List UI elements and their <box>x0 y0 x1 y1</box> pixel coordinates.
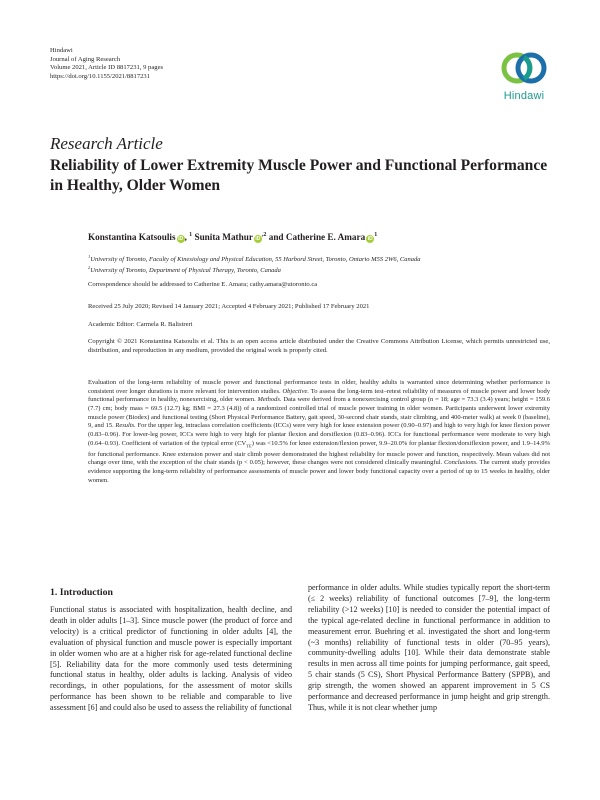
correspondence: Correspondence should be addressed to Catherine E. Amara; cathy.amara@utoronto.ca <box>88 281 318 288</box>
hindawi-logo <box>494 44 554 106</box>
section-heading-introduction: 1. Introduction <box>50 587 113 598</box>
abstract-label-objective: Objective. <box>282 387 310 395</box>
affiliation-2 <box>88 265 558 274</box>
cv-subscript: TE <box>246 442 252 448</box>
orcid-icon[interactable]: iD <box>367 236 373 243</box>
abstract-text: The current study provides evidence supporting the long-term reliability of performance assessments of muscle power and lower body functional capacity over a period of up to 15 weeks in healthy, older women. <box>88 459 551 484</box>
journal-meta <box>50 47 163 81</box>
author-separator: , <box>184 232 190 243</box>
article-title: Reliability of Lower Extremity Muscle Power and Functional Performance in Healthy, Older Women <box>50 157 548 194</box>
author-affil-sup: ,2 <box>261 232 267 238</box>
hindawi-logo-text: Hindawi <box>503 90 545 102</box>
abstract-text: ) was <10.5% for knee extension/flexion power, 9.9–20.0% for plantar flexion/dorsiflexion power, and 1.9–14.9% for functional performance. Knee extension power and stair climb power demonstrated the highest reliability for muscle power and function, respectively. Mean values did not change over time, with the exception of the chair stands (p < 0.05); however, these changes were not considered clinically meaningful. <box>88 439 550 467</box>
intro-right-column: performance in older adults. While studies typically report the short-term (≤ 2 weeks) reliability of functional outcomes [7–9], the long-term reliability (>12 weeks) [10] is needed to consider the potential impact of the typical age-related decline in functional performance in addition to measurement error. Buehring et al. investigated the short and long-term (~3 months) reliability of functional tests in older (70–95 years), community-dwelling adults [10]. While their data demonstrate stable results in men across all time points for jumping performance, gait speed, 5 chair stands (5 CS), Short Physical Performance Battery (SPPB), and grip strength, the women showed an apparent improvement in 5 CS performance and decreased performance in jump height and grip strength. Thus, while it is not clear whether jump <box>308 583 550 712</box>
author-name[interactable]: Sunita Mathur <box>194 232 253 243</box>
abstract-label-methods: Methods. <box>257 396 282 404</box>
author-name[interactable]: Konstantina Katsoulis <box>88 232 176 243</box>
abstract-text: To assess the long-term test–retest reliability of measures of muscle power and lower body functional performance in healthy, nonexercising, older women. <box>88 387 550 404</box>
author-affil-sup: 1 <box>189 232 193 238</box>
abstract-label-results: Results. <box>115 422 136 430</box>
affiliation-num: 1 <box>88 254 91 259</box>
abstract-text: For the upper leg, intraclass correlation coefficients (ICCs) were very high for knee extension power (0.90–0.97) and high to very high for knee flexion power (0.83–0.96). For lower-leg power, ICCs were high to very high for plantar flexion and dorsiflexion (0.83–0.96). ICCs for functional performance were moderate to very high (0.64–0.93). Coefficient of variation of the typical error (CV <box>88 422 550 447</box>
journal-name: Journal of Aging Research <box>50 55 121 63</box>
author-separator: and <box>266 232 286 243</box>
affiliation-num: 2 <box>88 265 91 270</box>
orcid-icon[interactable]: iD <box>255 236 261 243</box>
affiliation-text: University of Toronto, Department of Physical Therapy, Toronto, Canada <box>90 267 281 275</box>
academic-editor: Academic Editor: Carmela R. Balistreri <box>88 321 193 328</box>
affiliation-1 <box>88 254 558 263</box>
intro-left-column: Functional status is associated with hospitalization, health decline, and death in older adults [1–3]. Since muscle power (the product of force and velocity) is a critical predictor of functioning in older adults [4], the evaluation of physical function and muscle power is especially important in older women who are at a higher risk for age-related functional decline [5]. Reliability data for the more commonly used tests determining functional status in healthy, older adults is lacking. Analysis of video recordings, in other populations, for the assessment of motor skills performance has been shown to be reliable and comparable to live assessment [6] and could also be used to assess the reliability of functional <box>50 605 292 713</box>
abstract-text: Evaluation of the long-term reliability of muscle power and functional performance tests in older, healthy adults is warranted since determining whether performance is consistent over longer durations is more relevant for intervention studies. <box>88 379 550 395</box>
affiliation-text: University of Toronto, Faculty of Kinesiology and Physical Education, 55 Harbord Street, Toronto, Ontario M5S 2W6, Canada <box>90 256 421 264</box>
hindawi-logo-icon <box>500 44 548 88</box>
article-dates: Received 25 July 2020; Revised 14 January 2021; Accepted 4 February 2021; Published 17 February 2021 <box>88 303 370 310</box>
article-type: Research Article <box>50 134 163 153</box>
abstract-label-conclusions: Conclusions. <box>444 459 478 467</box>
author-affil-sup: 1 <box>374 232 378 238</box>
author-list <box>88 232 558 243</box>
volume-info: Volume 2021, Article ID 8817231, 9 pages <box>50 64 164 72</box>
abstract <box>88 379 550 485</box>
orcid-icon[interactable]: iD <box>178 236 184 243</box>
doi-link[interactable]: https://doi.org/10.1155/2021/8817231 <box>50 72 151 80</box>
publisher-name: Hindawi <box>50 47 73 54</box>
author-name[interactable]: Catherine E. Amara <box>285 232 366 243</box>
copyright-notice: Copyright © 2021 Konstantina Katsoulis et al. This is an open access article distributed under the Creative Commons Attribution License, which permits unrestricted use, distribution, and reproduction in any medium, provided the original work is properly cited. <box>88 338 550 354</box>
abstract-text: Data were derived from a nonexercising control group (n = 18; age = 73.3 (3.4) years; height = 159.6 (7.7) cm; body mass = 69.5 (12.7) kg; BMI = 27.3 (4.8)) of a randomized controlled trial of muscle power training in older women. Participants underwent lower extremity muscle power (Biodex) and functional testing (Short Physical Performance Battery, gait speed, 30-second chair stands, stair climbing, and 400-meter walk) at week 0 (baseline), 9, and 15. <box>88 396 550 430</box>
